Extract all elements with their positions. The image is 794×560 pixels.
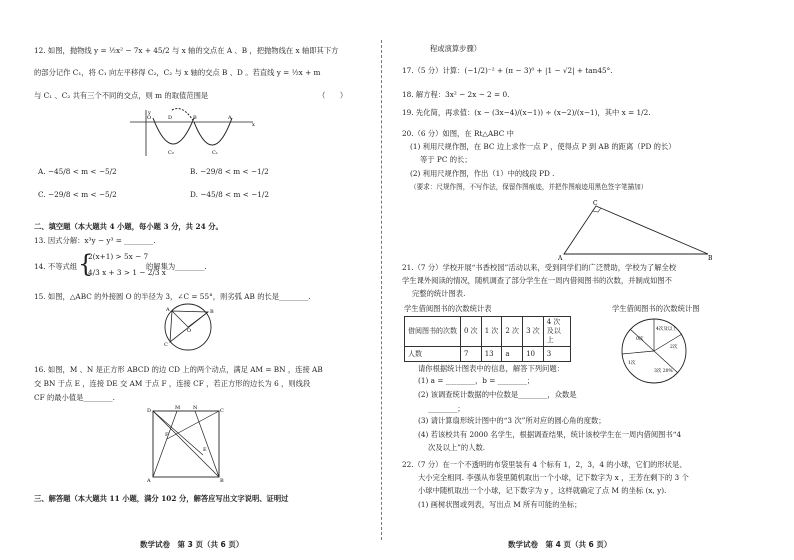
pie-label: 2次 (670, 345, 678, 350)
pie-label: 4次及以上 (656, 327, 677, 332)
q12-line1: 12. 如图，抛物线 y = ½x² − 7x + 45/2 与 x 轴的交点在 A 、B ，把抛物线在 x 轴即其下方 (34, 46, 339, 55)
q21-line1: 21.（7 分）学校开展“书香校园”活动以来，受到同学们的广泛赞助，学校为了解全校 (402, 263, 677, 272)
table-header-cell: 4 次及以上 (543, 317, 570, 347)
q21-part3: (3) 请计算扇形统计图中的“3 次”所对应的圆心角的度数； (418, 416, 606, 425)
svg-text:M: M (175, 405, 181, 411)
q22-line1: 22.（7 分）在一个不透明的布袋里装有 4 个标有 1，2，3，4 的小球，它们的形状是、 (402, 460, 687, 469)
q12-option-b: B. −29/8 < m < −1/2 (190, 167, 269, 176)
q12-parabola-figure (128, 108, 258, 158)
table-cell: 10 (523, 347, 544, 362)
q21-part4b: 次及以上”的人数. (428, 443, 486, 452)
svg-text:C₁: C₁ (212, 150, 218, 156)
table-header-cell: 2 次 (502, 317, 523, 347)
footer-page-4: 数学试卷 第 4 页（共 6 页） (508, 540, 612, 549)
q14-tail: 的解集为________. (146, 262, 207, 271)
q12-option-c: C. −29/8 < m < −5/2 (38, 190, 117, 199)
svg-text:y: y (148, 110, 151, 116)
q16-line2: 交 BN 于点 E ，连接 DE 交 AM 于点 F ，连接 CF ，若正方形的边长为 6 ，则线段 (34, 379, 311, 388)
q12-line2: 的部分记作 C₁，将 C₁ 向左平移得 C₂，C₂ 与 x 轴的交点 B 、D 。若直线 y = ½x + m (34, 68, 321, 77)
table-row (405, 347, 571, 362)
svg-text:O: O (187, 328, 192, 334)
q22-part1: (1) 画树状图或列表，写出点 M 所有可能的坐标； (418, 500, 582, 509)
pie-label: 1次 (628, 361, 636, 366)
q12-answer-paren: （ ） (318, 91, 348, 100)
svg-text:D: D (147, 408, 152, 414)
svg-text:x: x (252, 122, 255, 128)
q21-intro: 请你根据统计图表中的信息，解答下列问题： (418, 364, 564, 373)
svg-text:B: B (193, 115, 197, 121)
table-cell: 7 (461, 347, 482, 362)
q16-square-figure (145, 403, 225, 483)
svg-text:A: A (228, 115, 232, 121)
section-3-heading: 三、解答题（本大题共 11 小题，满分 102 分，解答应写出文字说明、证明过 (34, 494, 289, 503)
q14-ineq1: 2(x+1) > 5x − 7 (88, 252, 149, 261)
q21-part4a: (4) 若该校共有 2000 名学生，根据调查结果，统计该校学生在一周内借阅图书“4 (418, 430, 682, 439)
table-cell: 3 (543, 347, 570, 362)
q13: 13. 因式分解：x³y − y³ = ________. (34, 236, 156, 245)
q12-option-d: D. −45/8 < m < −1/2 (190, 190, 270, 199)
sec3-continuation: 程或演算步骤） (430, 44, 482, 53)
svg-text:C: C (164, 342, 168, 348)
pie-label: 3次 20% (654, 369, 673, 374)
svg-text:C: C (220, 408, 224, 414)
table-cell: 13 (481, 347, 502, 362)
q21-part2b: ________； (428, 404, 465, 413)
svg-text:B: B (220, 478, 224, 483)
q21-line3: 完整的统计图表. (412, 289, 466, 298)
q16-line3: CF 的最小值是________. (34, 393, 115, 402)
footer-page-3: 数学试卷 第 3 页（共 6 页） (140, 540, 244, 549)
section-2-heading: 二、填空题（本大题共 4 小题，每小题 3 分，共 24 分。 (34, 222, 223, 231)
q17: 17.（5 分）计算：(−1/2)⁻² + (π − 3)⁰ + |1 − √2| + tan45°. (402, 66, 613, 75)
svg-text:E: E (203, 447, 207, 453)
q20-triangle-figure (520, 196, 720, 262)
q14-ineq2: 4/3 x + 3 > 1 − 2/3 x (88, 268, 166, 277)
svg-text:D: D (168, 115, 173, 121)
table-cell: a (502, 347, 523, 362)
q18: 18. 解方程：3x² − 2x − 2 = 0. (402, 90, 510, 99)
q16-line1: 16. 如图，M 、N 是正方形 ABCD 的边 CD 上的两个动点，满足 AM = BN ，连接 AB (34, 365, 323, 374)
q15: 15. 如图，△ABC 的外接圆 O 的半径为 3，∠C = 55°，则劣弧 AB 的长是________. (34, 292, 311, 301)
pie-chart (604, 316, 704, 386)
table-header-row (405, 317, 571, 347)
svg-text:F: F (165, 432, 169, 438)
q21-line2: 学生课外阅读的情况，随机调查了部分学生在一周内借阅图书的次数，并制成如图不 (402, 276, 672, 285)
q14-brace: { (78, 250, 94, 278)
q20-part1a: (1) 利用尺规作图，在 BC 边上求作一点 P ，使得点 P 到 AB 的距离（PD 的长） (410, 142, 676, 151)
q15-circle-figure (150, 302, 230, 352)
svg-text:A: A (166, 307, 170, 313)
table-cell: 人数 (405, 347, 461, 362)
svg-text:A: A (147, 478, 151, 483)
q19: 19. 先化简，再求值：(x − (3x−4)/(x−1)) ÷ (x−2)/(x−1)，其中 x = 1/2. (402, 108, 651, 117)
q21-part1: (1) a = ________，b = ________； (418, 376, 535, 385)
q14-label: 14. 不等式组 (34, 262, 78, 271)
table-header-cell: 3 次 (523, 317, 544, 347)
table-header-cell: 0 次 (461, 317, 482, 347)
q21-part2a: (2) 该调查统计数据的中位数是________，众数是 (418, 390, 577, 399)
svg-text:B: B (708, 255, 713, 262)
pie-label: 0次 (636, 337, 644, 342)
q20-part2: (2) 利用尺规作图，作出（1）中的线段 PD . (410, 169, 555, 178)
svg-text:O: O (147, 115, 152, 121)
q20-requirement: （要求：尺规作图，不写作法，保留作图痕迹，并把作图痕迹用黑色签字笔描加） (410, 183, 648, 191)
table-header-cell: 1 次 (481, 317, 502, 347)
svg-text:N: N (193, 405, 198, 411)
q22-line3: 小球中随机取出一个小球，记下数字为 y ，这样就确定了点 M 的坐标 (x, y). (418, 486, 667, 495)
q12-option-a: A. −45/8 < m < −5/2 (38, 167, 117, 176)
page-divider (381, 40, 382, 540)
svg-text:B: B (210, 309, 214, 315)
svg-text:C₂: C₂ (168, 150, 174, 156)
q20: 20.（6 分）如图，在 Rt△ABC 中 (402, 129, 514, 138)
svg-text:C: C (593, 200, 598, 207)
table-title: 学生借阅图书的次数统计表 (404, 304, 492, 313)
q22-line2: 大小完全相同. 李强从布袋里随机取出一个小球，记下数字为 x ，王芳在剩下的 3 个 (418, 473, 689, 482)
borrow-count-table (404, 316, 571, 362)
pie-title: 学生借阅图书的次数统计图 (612, 304, 700, 313)
table-header-cell: 借阅图书的次数 (405, 317, 461, 347)
svg-text:A: A (558, 255, 563, 262)
q12-line3: 与 C₁ 、C₂ 共有三个不同的交点，则 m 的取值范围是 (34, 91, 209, 100)
q20-part1b: 等于 PC 的长； (420, 155, 472, 164)
